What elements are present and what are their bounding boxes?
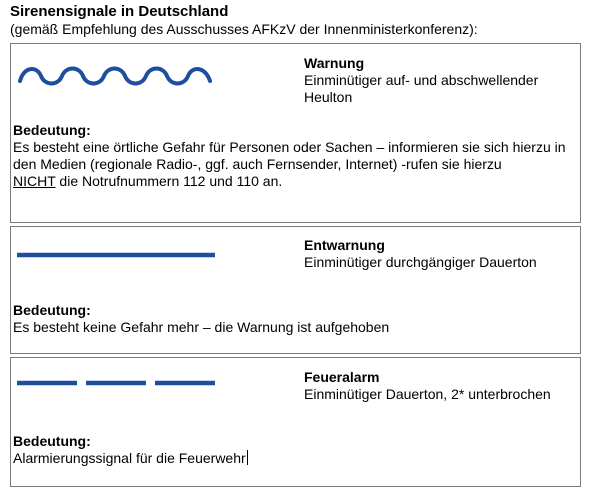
signal-box-entwarnung bbox=[10, 226, 581, 354]
meaning-text-content: Alarmierungssignal für die Feuerwehr bbox=[13, 450, 246, 466]
signal-description: Einminütiger Dauerton, 2* unterbrochen bbox=[304, 386, 551, 402]
meaning-text-part2: die Notrufnummern 112 und 110 an. bbox=[55, 173, 283, 189]
text-cursor bbox=[247, 450, 248, 465]
meaning-text-emphasis: NICHT bbox=[13, 173, 56, 189]
wavy-signal-icon bbox=[15, 57, 221, 93]
continuous-signal-icon bbox=[15, 249, 221, 261]
signal-name: Feueralarm bbox=[304, 369, 380, 385]
signal-name: Entwarnung bbox=[304, 237, 385, 253]
interrupted-signal-icon bbox=[15, 377, 221, 389]
signal-box-warnung bbox=[10, 43, 581, 223]
meaning-label: Bedeutung: bbox=[13, 302, 91, 318]
signal-description: Einminütiger auf- und abschwellender Heulton bbox=[304, 72, 539, 105]
signal-description: Einminütiger durchgängiger Dauerton bbox=[304, 254, 537, 270]
meaning-text bbox=[13, 450, 578, 467]
meaning-label: Bedeutung: bbox=[13, 433, 91, 449]
meaning-text: Es besteht keine Gefahr mehr – die Warnung ist aufgehoben bbox=[13, 319, 390, 335]
meaning-label: Bedeutung: bbox=[13, 122, 91, 138]
signal-name: Warnung bbox=[304, 55, 365, 71]
signal-box-feueralarm bbox=[10, 357, 581, 487]
meaning-text-part1: Es besteht eine örtliche Gefahr für Personen oder Sachen – informieren sie sich hierzu in den Medien (regionale Radio-, ggf. auch Fernsender, Internet) -rufen sie hierzu bbox=[13, 139, 566, 172]
page-subtitle: (gemäß Empfehlung des Ausschusses AFKzV der Innenministerkonferenz): bbox=[10, 21, 478, 37]
page-title: Sirenensignale in Deutschland bbox=[10, 3, 229, 20]
meaning-text bbox=[13, 139, 578, 190]
